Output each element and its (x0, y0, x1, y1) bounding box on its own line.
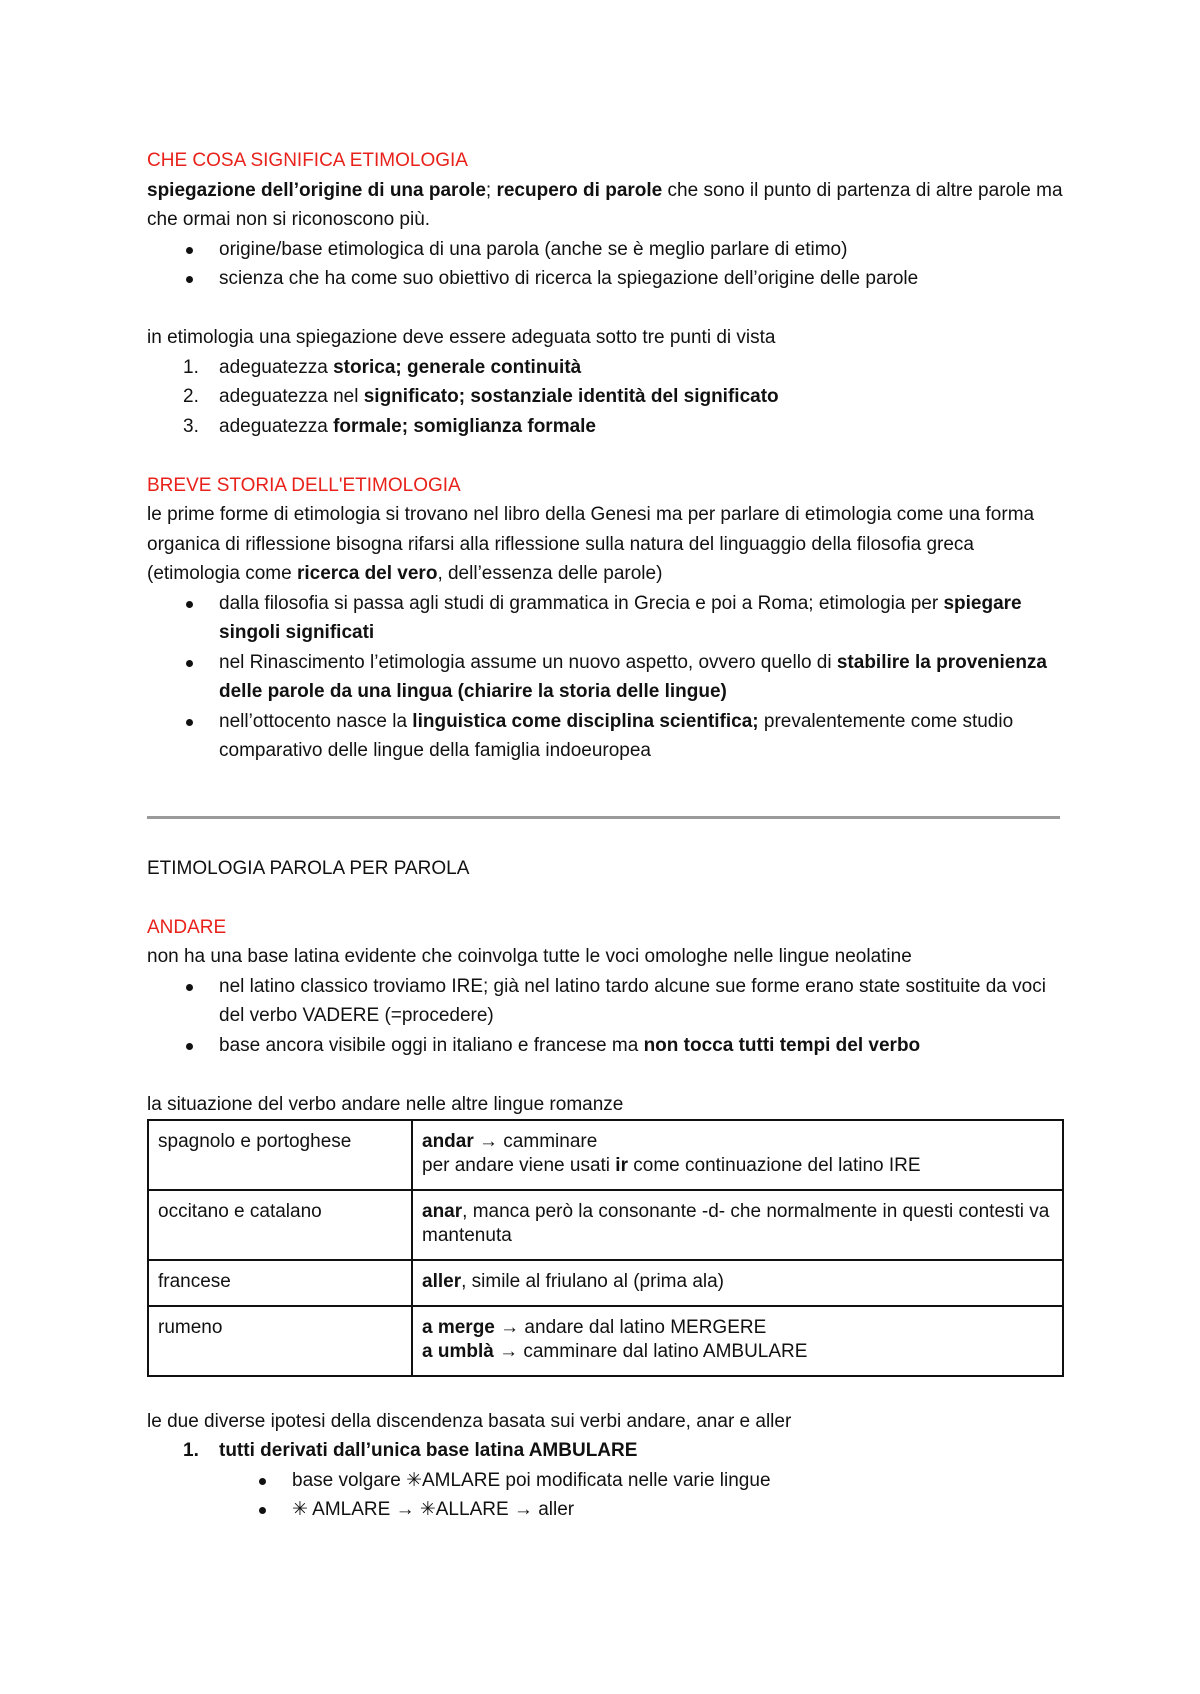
list-item (147, 589, 1063, 648)
bold-phrase: stabilire la provenienza delle parole da una lingua (chiarire la storia delle lingue) (219, 651, 1047, 702)
text-run: → camminare (473, 1131, 598, 1152)
table-cell-description (412, 1260, 1063, 1306)
document-page (147, 146, 1063, 1525)
hypotheses-numbered-list (147, 1436, 1063, 1466)
text-run: → andare dal latino MERGERE (494, 1317, 767, 1338)
bold-phrase: spiegare singoli significati (219, 592, 1022, 643)
list-item: nel latino classico troviamo IRE; già nel latino tardo alcune sue forme erano state sostituite da voci del verbo VADERE (=procedere) (147, 972, 1063, 1031)
bold-phrase: a merge (422, 1317, 495, 1338)
list-item (147, 412, 1063, 442)
table-cell-language: francese (148, 1260, 412, 1306)
table-cell-description (412, 1120, 1063, 1190)
bold-phrase: aller (422, 1271, 462, 1292)
list-number: 1. (183, 1440, 199, 1461)
section-title-etimologia: CHE COSA SIGNIFICA ETIMOLOGIA (147, 150, 468, 171)
list-item (147, 707, 1063, 766)
list-number: 2. (183, 386, 199, 407)
text-run: → camminare dal latino AMBULARE (493, 1341, 808, 1362)
text-run: , simile al friulano al (prima ala) (461, 1271, 725, 1292)
cell-line (422, 1154, 1053, 1178)
list-number: 1. (183, 356, 199, 378)
text-run: per andare viene usati (422, 1155, 616, 1176)
bold-phrase: ricerca del vero (296, 563, 438, 584)
list-item: base volgare ✳AMLARE poi modificata nelle varie lingue (147, 1466, 1063, 1496)
table-cell-language: rumeno (148, 1306, 412, 1376)
text-run: tutti derivati dall’unica base latina AMBULARE (219, 1440, 638, 1461)
romance-languages-table (147, 1119, 1064, 1377)
text-run: nel Rinascimento l’etimologia assume un nuovo aspetto, ovvero quello di (219, 651, 837, 673)
divider-wrap (147, 766, 1063, 854)
text-run: che sono il punto di partenza di altre parole ma che ormai non si riconoscono più. (147, 179, 1063, 230)
list-item (147, 353, 1063, 383)
bold-phrase: ir (615, 1155, 628, 1176)
andare-bullet-list (147, 972, 1063, 1061)
horizontal-divider (147, 816, 1060, 819)
history-paragraph (147, 500, 1063, 589)
text-run: dalla filosofia si passa agli studi di grammatica in Grecia e poi a Roma; etimologia per (219, 592, 944, 614)
andare-paragraph: non ha una base latina evidente che coinvolga tutte le voci omologhe nelle lingue neolatine (147, 946, 912, 967)
criteria-numbered-list (147, 353, 1063, 442)
table-cell-description (412, 1190, 1063, 1260)
cell-line (422, 1316, 1053, 1340)
history-bullet-list (147, 589, 1063, 766)
list-item: ✳ AMLARE → ✳ALLARE → aller (147, 1495, 1063, 1525)
text-run: adeguatezza (219, 356, 334, 378)
table-row (148, 1190, 1063, 1260)
text-run: adeguatezza nel (219, 386, 364, 407)
table-cell-language: spagnolo e portoghese (148, 1120, 412, 1190)
text-run: prevalentemente come studio comparativo delle lingue della famiglia indoeuropea (219, 710, 1014, 761)
list-item: origine/base etimologica di una parola (anche se è meglio parlare di etimo) (147, 235, 1063, 265)
section-title-parola: ETIMOLOGIA PAROLA PER PAROLA (147, 857, 470, 879)
text-run: le prime forme di etimologia si trovano nel libro della Genesi ma per parlare di etimologia come una forma organica di riflessione bisogna rifarsi alla riflessione sulla natura del linguaggio della filosofia greca (etimologia come (147, 504, 1035, 584)
text-run: nell’ottocento nasce la (219, 710, 413, 732)
subsection-title-andare: ANDARE (147, 916, 227, 938)
bold-phrase: andar (422, 1131, 474, 1152)
hypotheses-paragraph: le due diverse ipotesi della discendenza basata sui verbi andare, anar e aller (147, 1410, 792, 1432)
text-run: ; (485, 179, 497, 201)
list-item (147, 648, 1063, 707)
bold-phrase: significato; sostanziale identità del significato (363, 386, 779, 407)
table-intro-paragraph: la situazione del verbo andare nelle altre lingue romanze (147, 1093, 624, 1115)
bold-phrase: a umblà (422, 1341, 494, 1362)
criteria-paragraph: in etimologia una spiegazione deve essere adeguata sotto tre punti di vista (147, 327, 776, 348)
bold-phrase: linguistica come disciplina scientifica; (412, 710, 759, 732)
text-run: , manca però la consonante -d- che normalmente in questi contesti va mantenuta (422, 1201, 1050, 1246)
list-item (147, 1031, 1063, 1061)
text-run: adeguatezza (219, 415, 334, 437)
bold-phrase: non tocca tutti tempi del verbo (643, 1034, 921, 1056)
bold-phrase: anar (422, 1201, 463, 1222)
list-item: scienza che ha come suo obiettivo di ricerca la spiegazione dell’origine delle parole (147, 264, 1063, 294)
list-item (147, 1436, 1063, 1466)
text-run: , dell’essenza delle parole) (437, 563, 663, 584)
bold-phrase: recupero di parole (496, 179, 663, 201)
bold-phrase: storica; generale continuità (333, 356, 582, 378)
definition-paragraph (147, 176, 1063, 235)
table-cell-language: occitano e catalano (148, 1190, 412, 1260)
list-number: 3. (183, 415, 199, 437)
list-item (147, 382, 1063, 412)
text-run: base ancora visibile oggi in italiano e francese ma (219, 1034, 644, 1056)
text-run: come continuazione del latino IRE (627, 1155, 921, 1176)
cell-line (422, 1130, 1053, 1154)
definition-bullet-list (147, 235, 1063, 294)
table-row (148, 1306, 1063, 1376)
table-cell-description (412, 1306, 1063, 1376)
bold-phrase: spiegazione dell’origine di una parole (147, 179, 486, 201)
cell-line (422, 1340, 1053, 1364)
table-row (148, 1120, 1063, 1190)
section-title-storia: BREVE STORIA DELL'ETIMOLOGIA (147, 474, 461, 496)
bold-phrase: formale; somiglianza formale (333, 415, 596, 437)
table-row (148, 1260, 1063, 1306)
hypotheses-sub-bullet-list (147, 1466, 1063, 1525)
